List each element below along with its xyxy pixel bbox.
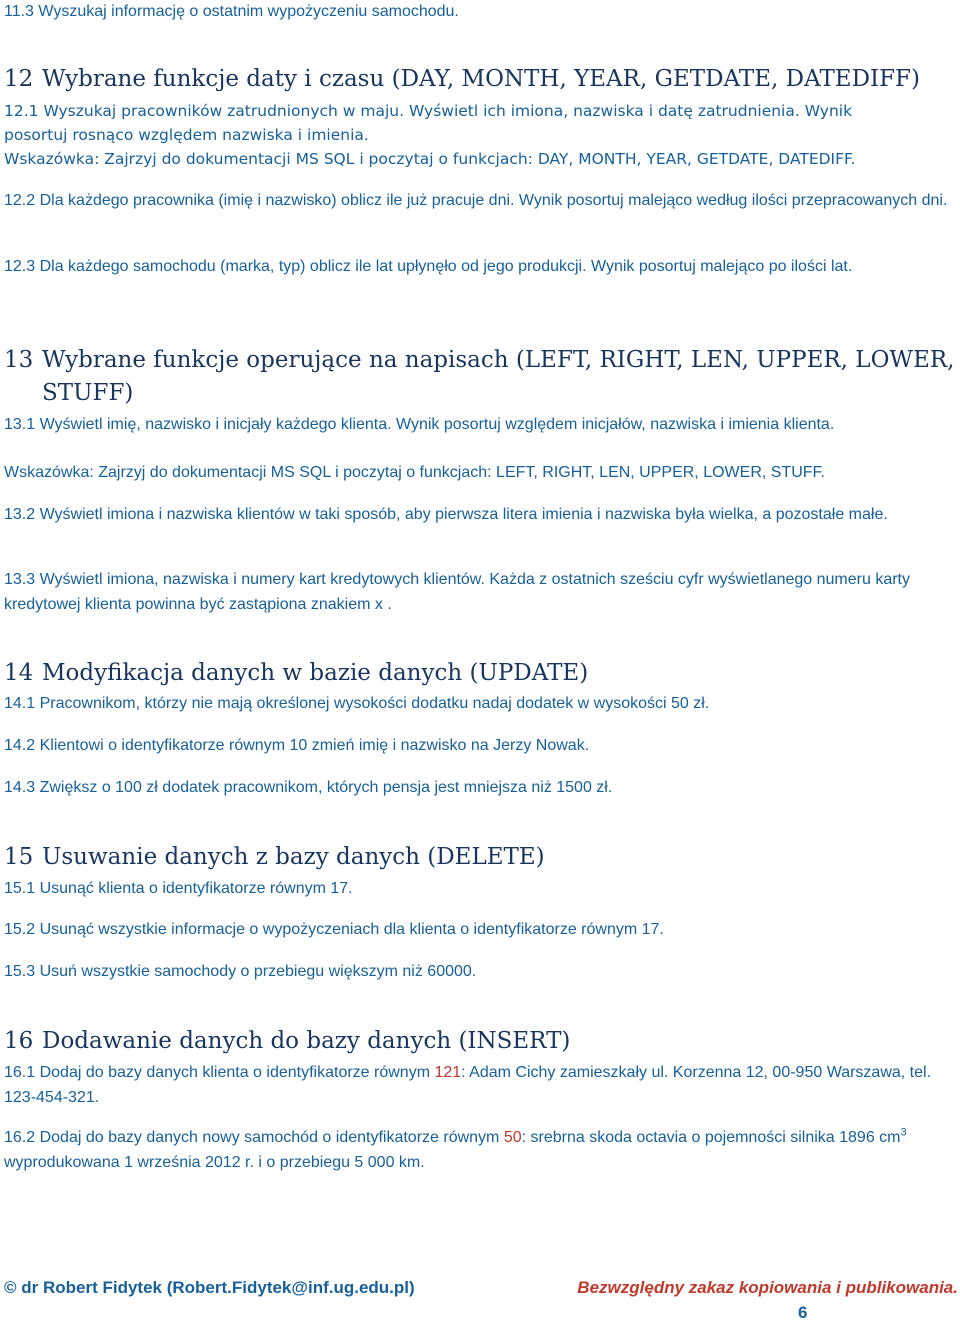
task-12-2: 12.2 Dla każdego pracownika (imię i nazwisko) oblicz ile już pracuje dni. Wynik posortuj malejąco według ilości przepracowanych dni. (4, 192, 948, 209)
heading-12-title: Wybrane funkcje daty i czasu (DAY, MONTH, YEAR, GETDATE, DATEDIFF) (42, 66, 920, 92)
task-16-2 (4, 1126, 956, 1175)
heading-13-number: 13 (4, 347, 34, 373)
heading-12-number: 12 (4, 66, 34, 92)
heading-16 (4, 1025, 956, 1058)
hint-13: Wskazówka: Zajrzyj do dokumentacji MS SQL i poczytaj o funkcjach: LEFT, RIGHT, LEN, UPPER, LOWER, STUFF. (4, 464, 825, 481)
task-12-1-line1: 12.1 Wyszukaj pracowników zatrudnionych w maju. Wyświetl ich imiona, nazwiska i datę zatrudnienia. Wynik (4, 102, 853, 120)
task-16-1-id: 121 (434, 1064, 462, 1081)
task-16-1-post: : Adam Cichy zamieszkały ul. Korzenna 12, 00-950 Warszawa, tel. 123-454-321. (4, 1064, 932, 1106)
task-16-1-pre: 16.1 Dodaj do bazy danych klienta o identyfikatorze równym (4, 1064, 435, 1081)
task-13-3: 13.3 Wyświetl imiona, nazwiska i numery kart kredytowych klientów. Każda z ostatnich sześciu cyfr wyświetlanego numeru karty kredytowej klienta powinna być zastąpiona znakiem x . (4, 571, 910, 613)
task-16-2-mid: : srebrna skoda octavia o pojemności silnika 1896 cm (521, 1129, 901, 1146)
heading-15-number: 15 (4, 844, 34, 870)
footer-notice: Bezwzględny zakaz kopiowania i publikowania. (577, 1278, 958, 1297)
task-16-2-sup: 3 (900, 1126, 907, 1139)
task-15-2: 15.2 Usunąć wszystkie informacje o wypożyczeniach dla klienta o identyfikatorze równym 17. (4, 921, 664, 938)
heading-13 (4, 344, 956, 410)
heading-15-title: Usuwanie danych z bazy danych (DELETE) (42, 844, 545, 870)
task-13-1: 13.1 Wyświetl imię, nazwisko i inicjały każdego klienta. Wynik posortuj względem inicjałów, nazwiska i imienia klienta. (4, 416, 835, 433)
footer-copyright: © dr Robert Fidytek (Robert.Fidytek@inf.ug.edu.pl) (4, 1278, 415, 1297)
task-14-1: 14.1 Pracownikom, którzy nie mają określonej wysokości dodatku nadaj dodatek w wysokości 50 zł. (4, 695, 710, 712)
heading-12 (4, 63, 956, 96)
hint-12: Wskazówka: Zajrzyj do dokumentacji MS SQL i poczytaj o funkcjach: DAY, MONTH, YEAR, GETDATE, DATEDIFF. (4, 150, 856, 168)
task-15-1: 15.1 Usunąć klienta o identyfikatorze równym 17. (4, 880, 353, 897)
task-14-2: 14.2 Klientowi o identyfikatorze równym 10 zmień imię i nazwisko na Jerzy Nowak. (4, 737, 590, 754)
task-12-1-line2: posortuj rosnąco względem nazwiska i imienia. (4, 126, 369, 144)
task-16-2-id: 50 (503, 1129, 522, 1146)
heading-14 (4, 657, 956, 690)
task-14-3: 14.3 Zwiększ o 100 zł dodatek pracownikom, których pensja jest mniejsza niż 1500 zł. (4, 779, 613, 796)
page-number: 6 (798, 1303, 808, 1322)
heading-16-title: Dodawanie danych do bazy danych (INSERT) (42, 1028, 571, 1054)
task-16-1 (4, 1061, 956, 1110)
task-11-3: 11.3 Wyszukaj informację o ostatnim wypożyczeniu samochodu. (4, 3, 459, 20)
heading-13-title-cont: STUFF) (42, 380, 134, 406)
heading-14-number: 14 (4, 660, 34, 686)
task-13-2: 13.2 Wyświetl imiona i nazwiska klientów w taki sposób, aby pierwsza litera imienia i nazwiska była wielka, a pozostałe małe. (4, 506, 888, 523)
task-16-2-pre: 16.2 Dodaj do bazy danych nowy samochód o identyfikatorze równym (4, 1129, 504, 1146)
heading-15 (4, 841, 956, 874)
heading-16-number: 16 (4, 1028, 34, 1054)
task-16-2-post: wyprodukowana 1 września 2012 r. i o przebiegu 5 000 km. (4, 1153, 425, 1171)
heading-14-title: Modyfikacja danych w bazie danych (UPDATE) (42, 660, 589, 686)
task-15-3: 15.3 Usuń wszystkie samochody o przebiegu większym niż 60000. (4, 963, 477, 980)
task-12-3: 12.3 Dla każdego samochodu (marka, typ) oblicz ile lat upłynęło od jego produkcji. Wynik posortuj malejąco po ilości lat. (4, 258, 853, 275)
heading-13-title: Wybrane funkcje operujące na napisach (LEFT, RIGHT, LEN, UPPER, LOWER, (42, 347, 955, 373)
